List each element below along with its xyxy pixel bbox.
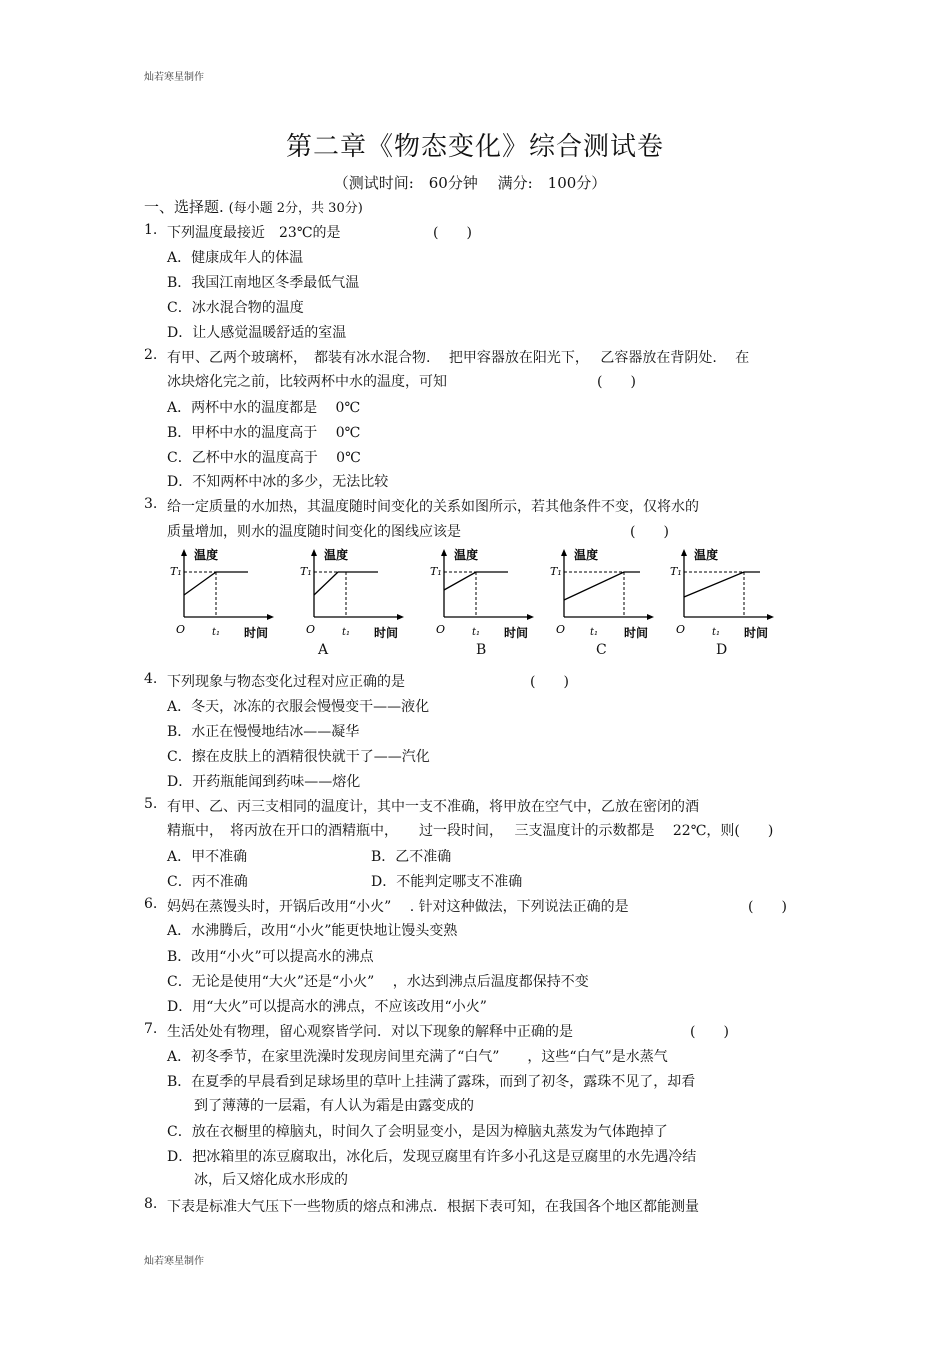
page-footer: 灿若寒星制作 [144,1256,204,1267]
graph-t1-label: T₁ [430,565,442,578]
graph-origin-label: O [676,623,686,636]
q6-option-b: B．改用“小火”可以提高水的沸点 [167,949,374,965]
q6-stem: 妈妈在蒸馒头时，开锅后改用“小火” . 针对这种做法，下列说法正确的是 [167,899,629,915]
q3-graph-original [168,545,278,665]
graph-origin-label: O [556,623,566,636]
q2-option-b: B．甲杯中水的温度高于 0℃ [167,425,361,441]
q2-option-c: C．乙杯中水的温度高于 0℃ [167,450,361,466]
q4-option-a: A．冬天，冰冻的衣服会慢慢变干——液化 [167,699,430,715]
graph-xlabel: 时间 [244,626,269,640]
q5-line1: 有甲、乙、丙三支相同的温度计，其中一支不准确，将甲放在空气中，乙放在密闭的酒 [167,799,699,815]
graph-choice-b: B [476,642,487,658]
graph-time-tick: t₁ [472,627,481,638]
section-title: 一、选择题. [144,198,224,216]
graph-origin-label: O [436,623,446,636]
graph-time-tick: t₁ [712,627,721,638]
q6-num: 6. [144,896,158,912]
q7-option-a: A．初冬季节，在家里洗澡时发现房间里充满了“白气” ，这些“白气”是水蒸气 [167,1049,668,1065]
graph-ylabel: 温度 [694,548,719,562]
graph-ylabel: 温度 [194,548,219,562]
graph-xlabel: 时间 [624,626,649,640]
q2-option-a: A．两杯中水的温度都是 0℃ [167,400,361,416]
q6-option-a: A．水沸腾后，改用“小火”能更快地让馒头变熟 [167,923,458,939]
x-axis-arrow [647,614,654,620]
q5-option-d: D．不能判定哪支不准确 [371,874,523,890]
graph-xlabel: 时间 [504,626,529,640]
q1-option-d: D．让人感觉温暖舒适的室温 [167,325,347,341]
temperature-curve [684,572,760,597]
graph-time-tick: t₁ [590,627,599,638]
q7-option-b-line1: B．在夏季的早晨看到足球场里的草叶上挂满了露珠，而到了初冬，露珠不见了，却看 [167,1074,696,1090]
q5-option-b: B．乙不准确 [371,849,452,865]
q6-paren: ( ) [748,899,787,915]
page-header: 灿若寒星制作 [144,72,204,83]
temperature-curve [564,572,640,600]
q7-stem: 生活处处有物理，留心观察皆学问．对以下现象的解释中正确的是 [167,1024,573,1040]
q3-num: 3. [144,496,158,512]
x-axis-arrow [267,614,274,620]
q1-option-b: B．我国江南地区冬季最低气温 [167,275,360,291]
x-axis-arrow [397,614,404,620]
graph-choice-c: C [596,642,607,658]
graph-t1-label: T₁ [170,565,182,578]
q4-option-c: C．擦在皮肤上的酒精很快就干了——汽化 [167,749,430,765]
page-title: 第二章《物态变化》综合测试卷 [285,132,664,162]
graph-xlabel: 时间 [374,626,399,640]
q6-option-d: D．用“大火”可以提高水的沸点，不应该改用“小火” [167,999,487,1015]
graph-t1-label: T₁ [670,565,682,578]
q7-option-d-line1: D．把冰箱里的冻豆腐取出，冰化后，发现豆腐里有许多小孔这是豆腐里的水先遇冷结 [167,1149,697,1165]
q3-line1: 给一定质量的水加热，其温度随时间变化的关系如图所示，若其他条件不变，仅将水的 [167,499,699,515]
y-axis-arrow [181,549,187,556]
q2-num: 2. [144,347,158,363]
q8-num: 8. [144,1196,158,1212]
graph-origin-label: O [176,623,186,636]
q2-option-d: D．不知两杯中冰的多少，无法比较 [167,474,389,490]
y-axis-arrow [681,549,687,556]
graph-ylabel: 温度 [574,548,599,562]
q7-option-b-line2: 到了薄薄的一层霜，有人认为霜是由露变成的 [194,1098,474,1114]
q3-graph-a [298,545,408,665]
graph-xlabel: 时间 [744,626,769,640]
q5-option-c: C．丙不准确 [167,874,248,890]
q1-option-c: C．冰水混合物的温度 [167,300,304,316]
y-axis-arrow [561,549,567,556]
y-axis-arrow [311,549,317,556]
page-subtitle: （测试时间: 60分钟 满分: 100分） [333,174,607,192]
q5-line2: 精瓶中， 将丙放在开口的酒精瓶中， 过一段时间， 三支温度计的示数都是 22℃，则( ) [167,823,774,839]
graph-origin-label: O [306,623,316,636]
q2-line1: 有甲、乙两个玻璃杯， 都装有冰水混合物. 把甲容器放在阳光下， 乙容器放在背阴处. 在 [167,350,750,366]
graph-choice-a: A [318,642,329,658]
q4-num: 4. [144,671,158,687]
q5-option-a: A．甲不准确 [167,849,248,865]
y-axis-arrow [441,549,447,556]
q1-option-a: A．健康成年人的体温 [167,250,304,266]
q5-num: 5. [144,796,158,812]
q3-paren: ( ) [630,524,669,540]
q7-option-c: C．放在衣橱里的樟脑丸，时间久了会明显变小，是因为樟脑丸蒸发为气体跑掉了 [167,1124,668,1140]
q2-paren: ( ) [597,374,636,390]
graph-ylabel: 温度 [324,548,349,562]
graph-ylabel: 温度 [454,548,479,562]
q6-option-c: C．无论是使用“大火”还是“小火” ，水达到沸点后温度都保持不变 [167,974,589,990]
q1-paren: ( ) [433,225,472,241]
graph-time-tick: t₁ [212,627,221,638]
graph-t1-label: T₁ [300,565,312,578]
q7-num: 7. [144,1021,158,1037]
q1-stem: 下列温度最接近 23℃的是 [167,225,341,241]
x-axis-arrow [527,614,534,620]
q7-option-d-line2: 冰，后又熔化成水形成的 [194,1172,348,1188]
q3-line2: 质量增加，则水的温度随时间变化的图线应该是 [167,524,461,540]
graph-time-tick: t₁ [342,627,351,638]
q1-num: 1. [144,222,158,238]
q4-option-b: B．水正在慢慢地结冰——凝华 [167,724,360,740]
q8-stem: 下表是标准大气压下一些物质的熔点和沸点．根据下表可知，在我国各个地区都能测量 [167,1199,699,1215]
q7-paren: ( ) [690,1024,729,1040]
section-heading [144,196,363,217]
q4-option-d: D．开药瓶能闻到药味——熔化 [167,774,361,790]
graph-t1-label: T₁ [550,565,562,578]
x-axis-arrow [767,614,774,620]
graph-choice-d: D [716,642,728,658]
section-note: (每小题 2分，共 30分) [228,201,363,216]
q4-stem: 下列现象与物态变化过程对应正确的是 [167,674,405,690]
q2-line2: 冰块熔化完之前，比较两杯中水的温度，可知 [167,374,447,390]
q4-paren: ( ) [530,674,569,690]
